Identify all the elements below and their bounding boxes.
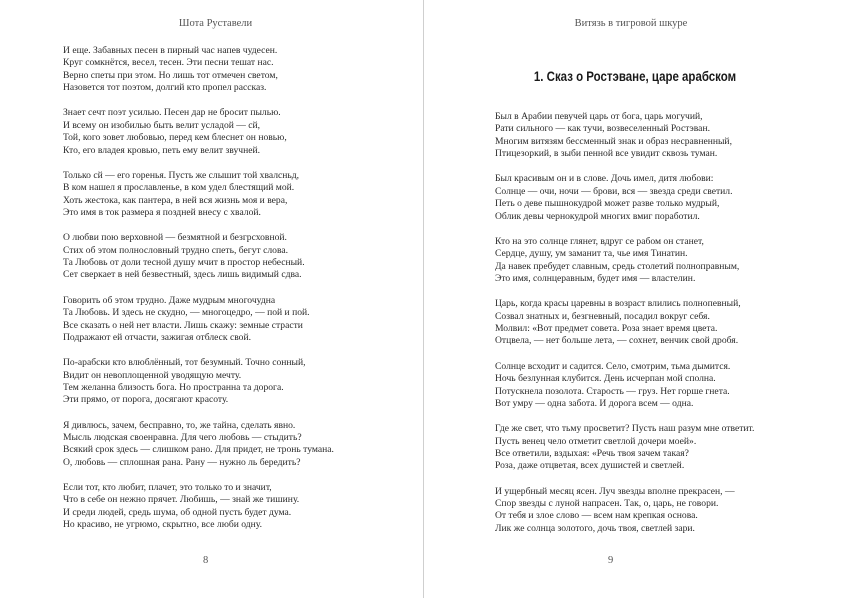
right-page xyxy=(424,0,846,598)
verse-line: Потускнела позолота. Старость — груз. Нет горше гнета. xyxy=(495,385,730,397)
verse-line: О любви пою верховной — безмятной и безгрсховной. xyxy=(63,232,287,244)
verse-line: Только сй — его горенья. Пусть же слышит той хвалсньд, xyxy=(63,169,300,181)
running-head-left: Шота Руставели xyxy=(178,18,253,29)
verse-line: И еще. Забавных песен в пирный час напев чудесен. xyxy=(63,45,278,56)
verse-line: Всякий срок здесь — слишком рано. Для придет, не тронь тумана. xyxy=(63,444,334,456)
verse-line: Знает сечт поэт усилью. Песен дар не бросит пылью. xyxy=(63,107,281,119)
verse-line: Спор звезды с луной напрасен. Так, о, царь, не говори. xyxy=(495,497,719,509)
stanza xyxy=(63,482,334,532)
verse-line: Все ответили, вздыхая: «Речь твоя зачем такая? xyxy=(495,447,689,459)
verse-line: Та Любовь. И здесь не скудно, — многоцедро, — пой и пой. xyxy=(63,307,310,319)
verse-line: Рати сильного — как тучи, возвеселенный Ростэван. xyxy=(495,123,710,135)
verse-line: Молвил: «Вот предмет совета. Роза знает время цвета. xyxy=(495,323,718,335)
running-head-right: Витязь в тигровой шкуре xyxy=(574,18,688,29)
chapter-title: 1. Сказ о Ростэване, царе арабском xyxy=(533,68,737,84)
stanza xyxy=(63,232,334,282)
right-page-text xyxy=(495,111,754,548)
verse-line: Где же свет, что тьму просветит? Пусть наш разум мне ответит. xyxy=(495,423,755,435)
verse-line: По-арабски кто влюблённый, тот безумный. Точно сонный, xyxy=(63,357,306,369)
verse-line: Но красиво, не угрюмо, скрытно, все люби одну. xyxy=(63,519,263,531)
verse-line: Стих об этом полнословный трудно спеть, бегут слова. xyxy=(63,244,289,256)
verse-line: И всему он изобилью быть велит усладой — сй, xyxy=(63,119,261,131)
stanza xyxy=(495,111,754,161)
verse-line: Кто на это солнце глянет, вдруг се рабом он станет, xyxy=(495,235,704,247)
stanza xyxy=(63,107,334,157)
stanza xyxy=(495,361,754,411)
stanza xyxy=(495,173,754,223)
stanza xyxy=(63,357,334,407)
verse-line: Что в себе он нежно прячет. Любишь, — знай же тишину. xyxy=(63,494,300,506)
verse-line: Царь, когда красы царевны в возраст влились полнопевный, xyxy=(495,298,741,310)
verse-line: Это имя в ток размера я поздней внесу с хвалой. xyxy=(63,207,261,219)
verse-line: Солнце всходит и садится. Село, смотрим, тьма дымится. xyxy=(495,360,731,372)
verse-line: Птицезоркий, в зыби пенной все увидит сквозь туман. xyxy=(495,148,718,160)
stanza xyxy=(63,295,334,345)
verse-line: Верно спеты при этом. Но лишь тот отмечен светом, xyxy=(63,69,278,81)
verse-line: Говорить об этом трудно. Даже мудрым многочудна xyxy=(63,294,276,306)
verse-line: Многим витязям бессменный знак и образ несравненный, xyxy=(495,135,732,147)
verse-line: Хоть жестока, как пантера, в ней вся жизнь моя и вера, xyxy=(63,194,288,206)
verse-line: Это имя, солнцеравным, будет имя — властелин. xyxy=(495,273,696,285)
verse-line: Петь о деве пышнокудрой может разве только мудрый, xyxy=(495,198,720,210)
verse-line: От тебя и злое слово — всем нам крепкая основа. xyxy=(495,510,698,522)
verse-line: О, любовь — сплошная рана. Рану — нужно ль бередить? xyxy=(63,456,301,468)
verse-line: Сердце, душу, ум заманит та, чье имя Тинатин. xyxy=(495,248,688,260)
verse-line: И среди людей, средь шума, об одной пусть будет дума. xyxy=(63,506,292,518)
verse-line: Сет сверкает в ней безвестный, здесь лишь видимый сдва. xyxy=(63,269,302,281)
verse-line: Мысль людская своенравна. Для чего любовь — стыдить? xyxy=(63,431,302,443)
page-number-left: 8 xyxy=(203,555,209,566)
stanza xyxy=(495,236,754,286)
stanza xyxy=(63,420,334,470)
verse-line: Подражают ей отчасти, зажигая отблеск свой. xyxy=(63,331,251,343)
page-number-right: 9 xyxy=(608,555,614,566)
verse-line: Облик девы чернокудрой многих вмиг поработил. xyxy=(495,210,700,222)
verse-line: Я дивлюсь, зачем, бесправно, то, же тайна, сделать явно. xyxy=(63,419,296,431)
verse-line: Солнце — очи, ночи — брови, вся — звезда среди светил. xyxy=(495,185,733,197)
verse-line: Круг сомкнётся, весел, тесен. Эти песни тешат нас. xyxy=(63,57,274,69)
verse-line: Эти прямо, от порога, досягают красоту. xyxy=(63,394,229,406)
verse-line: Назовется тот поэтом, долгий кто пропел рассказ. xyxy=(63,82,267,94)
stanza xyxy=(495,298,754,348)
stanza xyxy=(63,45,334,95)
verse-line: Все сказать о ней нет власти. Лишь скажу: земные страсти xyxy=(63,319,303,331)
verse-line: Роза, даже отцветая, всех душистей и светлей. xyxy=(495,460,685,472)
stanza xyxy=(63,170,334,220)
stanza xyxy=(495,423,754,473)
verse-line: Был в Арабии певучей царь от бога, царь могучий, xyxy=(495,111,703,122)
verse-line: Та Любовь от доли тесной душу мчит в простор небесный. xyxy=(63,257,305,269)
verse-line: Если тот, кто любит, плачет, это только то и значит, xyxy=(63,481,272,493)
verse-line: Лик же солнца золотого, дочь твоя, светлей зари. xyxy=(495,522,695,534)
verse-line: Пусть венец чело отметит светлой дочери моей». xyxy=(495,435,697,447)
verse-line: Созвал знатных и, безгневный, посадил вокруг себя. xyxy=(495,310,710,322)
verse-line: Вот умру — одна забота. И дорога всем — одна. xyxy=(495,397,694,409)
verse-line: В ком нашел я прославленье, в ком удел блестящий мой. xyxy=(63,182,295,194)
left-page-text xyxy=(63,45,334,544)
stanza xyxy=(495,486,754,536)
verse-line: Был красивым он и в слове. Дочь имел, дитя любови: xyxy=(495,173,714,185)
verse-line: И ущербный месяц ясен. Луч звезды вполне прекрасен, — xyxy=(495,485,735,497)
verse-line: Кто, его владея кровью, петь ему велит звучней. xyxy=(63,144,261,156)
verse-line: Тем желанна близость бога. Но пространна та дорога. xyxy=(63,381,284,393)
verse-line: Видит он невоплощенной уводящую мечту. xyxy=(63,369,242,381)
verse-line: Той, кого зовет любовью, перед кем блеснет он новью, xyxy=(63,132,287,144)
verse-line: Отцвела, — нет больше лета, — сохнет, венчик свой дробя. xyxy=(495,335,739,347)
verse-line: Ночь безлунная клубится. День исчерпан мой сполна. xyxy=(495,373,716,385)
verse-line: Да навек пребудет славным, средь столетий полноправным, xyxy=(495,260,740,272)
